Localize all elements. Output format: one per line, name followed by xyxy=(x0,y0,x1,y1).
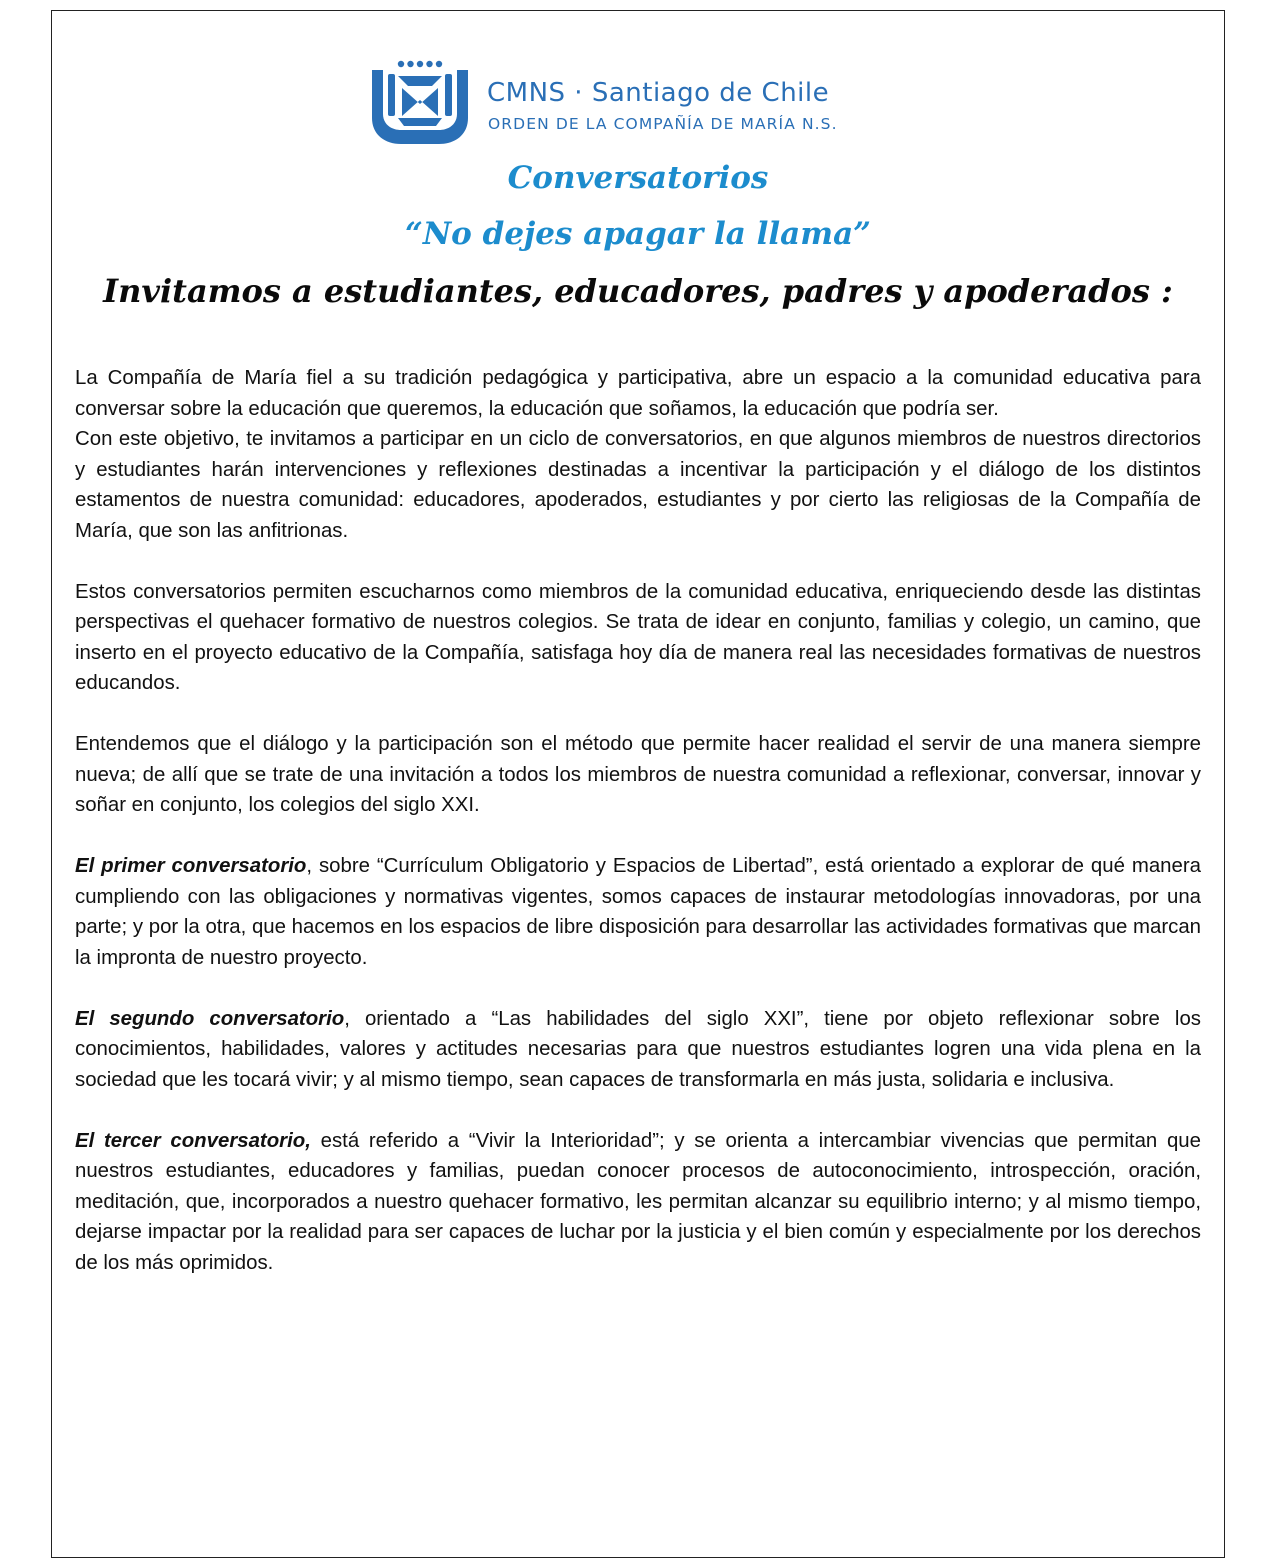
paragraph-purpose: Estos conversatorios permiten escucharnos como miembros de la comunidad educativa, enriqueciendo desde las distintas perspectivas el quehacer formativo de nuestros colegios. Se trata de idear en conjunto, familias y colegio, un camino, que inserto en el proyecto educativo de la Compañía, satisfaga hoy día de manera real las necesidades formativas de nuestros educandos. xyxy=(75,580,1201,694)
paragraph-first-conversatorio xyxy=(75,851,1201,973)
third-conversatorio-text: está referido a “Vivir la Interioridad”; y se orienta a intercambiar vivencias que permitan que nuestros estudiantes, educadores y familias, puedan conocer procesos de autoconocimiento, introspección, oración, meditación, que, incorporados a nuestro quehacer formativo, les permitan alcanzar su equilibrio interno; y al mismo tiempo, dejarse impactar por la realidad para ser capaces de luchar por la justicia y el bien común y especialmente por los derechos de los más oprimidos. xyxy=(75,1129,1201,1274)
first-conversatorio-lead: El primer conversatorio xyxy=(75,855,307,877)
paragraph-intro-1: La Compañía de María fiel a su tradición pedagógica y participativa, abre un espacio a la comunidad educativa para conversar sobre la educación que queremos, la educación que soñamos, la educación que podría ser. xyxy=(75,367,1201,420)
paragraph-dialogue: Entendemos que el diálogo y la participación son el método que permite hacer realidad el servir de una manera siempre nueva; de allí que se trate de una invitación a todos los miembros de nuestra comunidad a reflexionar, conversar, innovar y soñar en conjunto, los colegios del siglo XXI. xyxy=(75,733,1201,816)
paragraph-intro-2: Con este objetivo, te invitamos a participar en un ciclo de conversatorios, en que algunos miembros de nuestros directorios y estudiantes harán intervenciones y reflexiones destinadas a incentivar la participación y el diálogo de los distintos estamentos de nuestra comunidad: educadores, apoderados, estudiantes y por cierto las religiosas de la Compañía de María, que son las anfitrionas. xyxy=(75,428,1201,542)
paragraph-second-conversatorio xyxy=(75,1004,1201,1096)
first-conversatorio-text: , sobre “Currículum Obligatorio y Espacios de Libertad”, está orientado a explorar de qué manera cumpliendo con las obligaciones y normativas vigentes, somos capaces de instaurar metodologías innovadoras, por una parte; y por la otra, que hacemos en los espacios de libre disposición para desarrollar las actividades formativas que marcan la impronta de nuestro proyecto. xyxy=(75,855,1201,969)
third-conversatorio-lead: El tercer conversatorio, xyxy=(75,1129,311,1152)
crest-icon xyxy=(368,58,472,144)
paragraph-third-conversatorio xyxy=(75,1126,1201,1279)
document-body xyxy=(75,363,1201,1309)
invitation-heading: Invitamos a estudiantes, educadores, padres y apoderados : xyxy=(103,272,1173,310)
school-logo xyxy=(368,58,913,144)
page-title: Conversatorios xyxy=(507,160,769,196)
page-subtitle: “No dejes apagar la llama” xyxy=(405,216,871,252)
second-conversatorio-lead: El segundo conversatorio xyxy=(75,1007,345,1030)
logo-school-name: CMNS · Santiago de Chile xyxy=(487,78,830,108)
logo-order-name: ORDEN DE LA COMPAÑÍA DE MARÍA N.S. xyxy=(488,115,838,133)
second-conversatorio-text: , orientado a “Las habilidades del siglo XXI”, tiene por objeto reflexionar sobre los conocimientos, habilidades, valores y actitudes necesarias para que nuestros estudiantes logren una vida plena en la sociedad que les tocará vivir; y al mismo tiempo, sean capaces de transformarla en más justa, solidaria e inclusiva. xyxy=(75,1007,1201,1091)
